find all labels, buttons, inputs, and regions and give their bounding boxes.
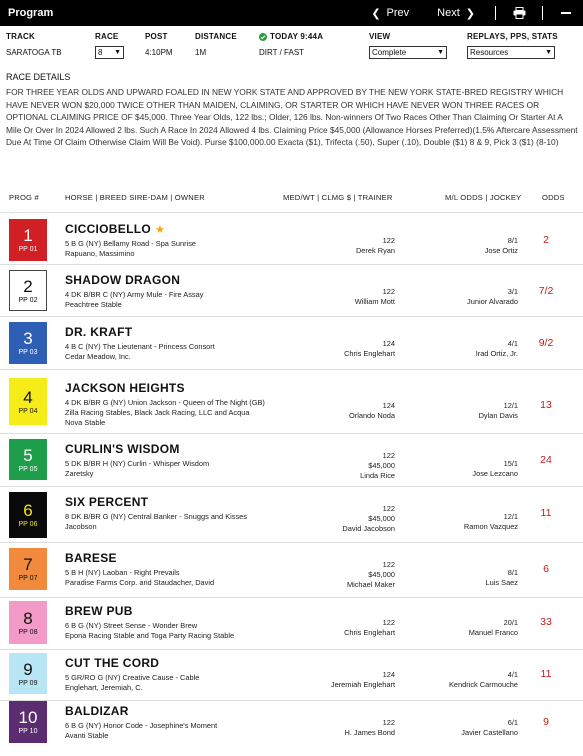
race-select-value: 8 [98,48,103,57]
weight: 122 [382,236,395,245]
program-number: 9 [23,659,33,679]
live-odds: 9 [543,716,549,728]
claiming-price: $45,000 [368,461,395,470]
post-position: PP 05 [18,465,38,473]
breed-sire-dam: 4 B C (NY) The Lieutenant - Princess Consort [65,342,215,351]
col-horse: HORSE | BREED SIRE-DAM | OWNER [65,193,205,202]
col-prog: PROG # [9,193,39,202]
owner: Peachtree Stable [65,300,122,309]
trainer: Linda Rice [360,471,395,480]
track-value[interactable]: SARATOGA TB [6,48,62,57]
breed-owner [65,673,265,693]
chevron-down-icon: ▼ [114,49,121,56]
program-number: 4 [23,387,33,407]
weight: 122 [382,618,395,627]
surface-value: DIRT / FAST [259,48,305,57]
breed-sire-dam: 4 DK B/BR G (NY) Union Jackson - Queen of The Night (GB) [65,398,265,407]
med-weight-trainer [349,401,395,421]
breed-owner [65,239,265,259]
race-select[interactable] [95,46,124,59]
view-select-value: Complete [372,48,407,57]
breed-sire-dam: 5 DK B/BR H (NY) Curlin - Whisper Wisdom [65,459,210,468]
weight: 122 [382,504,395,513]
live-odds: 33 [540,616,552,628]
ml-odds-jockey [449,670,518,690]
trainer: Orlando Noda [348,411,395,420]
breed-owner [65,512,265,532]
ml-odds-jockey [485,236,518,256]
jockey: Dylan Davis [478,411,518,420]
distance-label: DISTANCE [195,32,237,41]
morning-line-odds: 12/1 [503,512,518,521]
entry-row[interactable] [0,700,583,756]
horse-name[interactable]: CUT THE CORD [65,656,160,670]
jockey: Jose Lezcano [472,469,518,478]
breed-owner [65,459,265,479]
col-med: MED/WT | CLMG $ | TRAINER [283,193,393,202]
race-details [6,72,578,149]
program-number: 10 [18,708,38,727]
entry-row[interactable] [0,264,583,316]
program-number-badge [9,548,47,590]
trainer: Jeremiah Englehart [330,680,395,689]
trainer: William Mott [354,297,395,306]
post-position: PP 10 [18,728,38,735]
morning-line-odds: 8/1 [507,236,518,245]
program-number: 3 [23,329,33,348]
ml-odds-jockey [472,459,518,479]
owner: Rapuano, Massimino [65,249,135,258]
chevron-left-icon: ❮ [371,7,381,20]
col-ml-odds: M/L ODDS | JOCKEY [445,193,522,202]
horse-name[interactable]: SIX PERCENT [65,495,149,509]
med-weight-trainer [347,560,395,590]
trainer: Chris Englehart [344,349,395,358]
morning-line-odds: 20/1 [503,618,518,627]
ml-odds-jockey [464,512,518,532]
minimize-icon[interactable] [557,4,575,22]
program-number-badge [9,492,47,538]
race-conditions-text: FOR THREE YEAR OLDS AND UPWARD FOALED IN NEW YORK STATE AND APPROVED BY THE NEW YORK STATE-BRED REGISTRY WHICH HAVE NEVER WON $20,000 TWICE OTHER THAN MAIDEN, CLAIMING, OR STARTER OR WHICH HAVE NEVER WON THREE RACES OR OPTIONAL CLAIMING PRICE OF $45,000. Three Year Olds, 122 lbs.; Older, 126 lbs. Non-winners Of Two Races Other Than Claiming Or Starter At A Mile Or Over In 2024 Allowed 2 lbs. Such A Race In 2024 Allowed 4 lbs. Claiming Price $45,000 (Allowance Horses Preferred)(1.5% Aftercare Assessment Due At Time Of Claim Otherwise Claim Will Be Void). Purse $100,000.00 Exacta ($1), Trifecta (.50), Super (.10), Double ($1) 8 & 9, Pick 3 ($1) (8-10) [6,87,578,147]
jockey: Javier Castellano [461,728,518,737]
post-position: PP 08 [18,628,38,636]
weight: 124 [382,670,395,679]
resources-select[interactable] [467,46,555,59]
owner: Paradise Farms Corp. and Staudacher, David [65,578,215,587]
today-label: TODAY 9:44A [270,32,324,41]
entry-row[interactable] [0,316,583,369]
program-number-badge [9,601,47,644]
live-odds: 7/2 [538,285,554,297]
owner: Jacobson [65,522,97,531]
entry-row[interactable] [0,649,583,700]
breed-sire-dam: 5 GR/RO G (NY) Creative Cause - Cable [65,673,200,682]
today-status [259,32,323,41]
trainer: H. James Bond [344,728,395,737]
jockey: Irad Ortiz, Jr. [475,349,518,358]
weight: 124 [382,401,395,410]
post-position: PP 07 [18,575,38,582]
post-position: PP 01 [18,246,38,253]
horse-name[interactable]: BREW PUB [65,604,133,618]
live-odds: 13 [540,399,552,411]
morning-line-odds: 8/1 [507,568,518,577]
owner: Zilla Racing Stables, Black Jack Racing, LLC and Acqua Nova Stable [65,408,250,427]
owner: Epona Racing Stable and Toga Party Racing Stable [65,631,235,640]
morning-line-odds: 4/1 [507,339,518,348]
next-button[interactable] [437,7,475,20]
live-odds: 11 [540,668,552,680]
breed-owner [65,721,265,741]
breed-owner [65,568,265,588]
med-weight-trainer [360,451,395,481]
breed-sire-dam: 4 DK B/BR C (NY) Army Mule - Fire Assay [65,290,204,299]
horse-name[interactable]: BARESE [65,551,117,565]
trainer: Michael Maker [346,580,395,589]
prev-button[interactable] [371,7,409,20]
program-number-badge [9,439,47,480]
check-circle-icon [259,33,267,41]
program-header [0,0,583,26]
entry-row[interactable] [0,597,583,649]
star-icon: ★ [154,223,166,236]
trainer: David Jacobson [342,524,395,533]
col-odds: ODDS [542,193,565,202]
jockey: Manuel Franco [468,628,518,637]
program-number-badge [9,378,47,425]
page-title: Program [8,7,54,19]
jockey: Jose Ortiz [484,246,518,255]
breed-sire-dam: 8 DK B/BR G (NY) Central Banker - Snuggs and Kisses [65,512,247,521]
live-odds: 11 [540,507,552,519]
track-label: TRACK [6,32,35,41]
morning-line-odds: 6/1 [507,718,518,727]
horse-name[interactable]: BALDIZAR [65,704,129,718]
trainer: Derek Ryan [355,246,395,255]
weight: 122 [382,560,395,569]
morning-line-odds: 15/1 [503,459,518,468]
breed-sire-dam: 5 B G (NY) Bellamy Road - Spa Sunrise [65,239,197,248]
med-weight-trainer [342,504,395,534]
med-weight-trainer [331,670,395,690]
program-number-badge [9,270,47,311]
jockey: Kendrick Carmouche [448,680,518,689]
chevron-down-icon: ▼ [545,49,552,56]
horse-name[interactable]: JACKSON HEIGHTS [65,381,185,395]
entry-row[interactable] [0,542,583,597]
race-filters [0,30,583,64]
med-weight-trainer [356,236,395,256]
program-number: 6 [23,501,33,520]
breed-owner [65,342,265,362]
entry-row[interactable] [0,369,583,433]
post-value: 4:10PM [145,48,173,57]
horse-name[interactable]: CURLIN'S WISDOM [65,442,180,456]
program-number-badge [9,653,47,694]
entry-row[interactable] [0,486,583,542]
weight: 122 [382,451,395,460]
post-label: POST [145,32,168,41]
weight: 122 [382,287,395,296]
prev-label: Prev [386,7,410,19]
entry-row[interactable] [0,433,583,486]
horse-name[interactable]: DR. KRAFT [65,325,133,339]
program-nav [371,4,575,22]
horse-name[interactable]: CICCIOBELLO ★ [65,222,166,236]
breed-sire-dam: 6 B G (NY) Honor Code - Josephine's Moment [65,721,218,730]
weight: 124 [382,339,395,348]
weight: 122 [382,718,395,727]
ml-odds-jockey [467,287,518,307]
ml-odds-jockey [486,568,518,588]
owner: Englehart, Jeremiah, C. [65,683,143,692]
post-position: PP 02 [18,296,38,304]
post-position: PP 09 [18,679,38,687]
view-label: VIEW [369,32,391,41]
post-position: PP 06 [18,521,38,528]
program-number-badge [9,701,47,743]
program-number-badge [9,322,47,364]
breed-owner [65,398,265,428]
breed-owner [65,290,265,310]
next-label: Next [437,7,460,19]
jockey: Junior Alvarado [467,297,518,306]
program-number: 8 [23,608,33,628]
owner: Zaretsky [65,469,94,478]
breed-sire-dam: 6 B G (NY) Street Sense - Wonder Brew [65,621,198,630]
jockey: Luis Saez [485,578,518,587]
horse-name[interactable]: SHADOW DRAGON [65,273,181,287]
live-odds: 24 [540,454,552,466]
post-position: PP 04 [18,407,38,415]
morning-line-odds: 3/1 [507,287,518,296]
view-select[interactable] [369,46,447,59]
live-odds: 2 [543,234,549,246]
entry-row[interactable] [0,212,583,264]
owner: Cedar Meadow, Inc. [65,352,131,361]
program-number-badge [9,219,47,261]
program-number: 5 [23,445,33,465]
replays-label: REPLAYS, PPS, STATS [467,32,558,41]
morning-line-odds: 4/1 [507,670,518,679]
live-odds: 9/2 [538,337,554,349]
med-weight-trainer [344,618,395,638]
chevron-down-icon: ▼ [437,49,444,56]
race-details-heading: RACE DETAILS [6,72,71,82]
ml-odds-jockey [461,718,518,738]
med-weight-trainer [344,339,395,359]
jockey: Ramon Vazquez [463,522,518,531]
resources-select-value: Resources [470,48,509,57]
chevron-right-icon: ❯ [465,7,475,20]
breed-owner [65,621,265,641]
live-odds: 6 [543,563,549,575]
race-label: RACE [95,32,119,41]
owner: Avanti Stable [65,731,109,740]
ml-odds-jockey [476,339,518,359]
ml-odds-jockey [469,618,518,638]
post-position: PP 03 [18,349,38,356]
program-number: 7 [23,555,33,574]
distance-value: 1M [195,48,207,57]
med-weight-trainer [355,287,395,307]
morning-line-odds: 12/1 [503,401,518,410]
med-weight-trainer [344,718,395,738]
ml-odds-jockey [479,401,518,421]
program-number: 1 [23,226,33,245]
entries-table-header [0,190,583,204]
nav-divider-2 [542,6,543,20]
breed-sire-dam: 5 B H (NY) Laoban - Right Prevails [65,568,180,577]
claiming-price: $45,000 [368,570,395,579]
nav-divider [495,6,496,20]
program-number: 2 [23,276,33,296]
claiming-price: $45,000 [368,514,395,523]
print-icon[interactable] [510,4,528,22]
trainer: Chris Englehart [344,628,395,637]
